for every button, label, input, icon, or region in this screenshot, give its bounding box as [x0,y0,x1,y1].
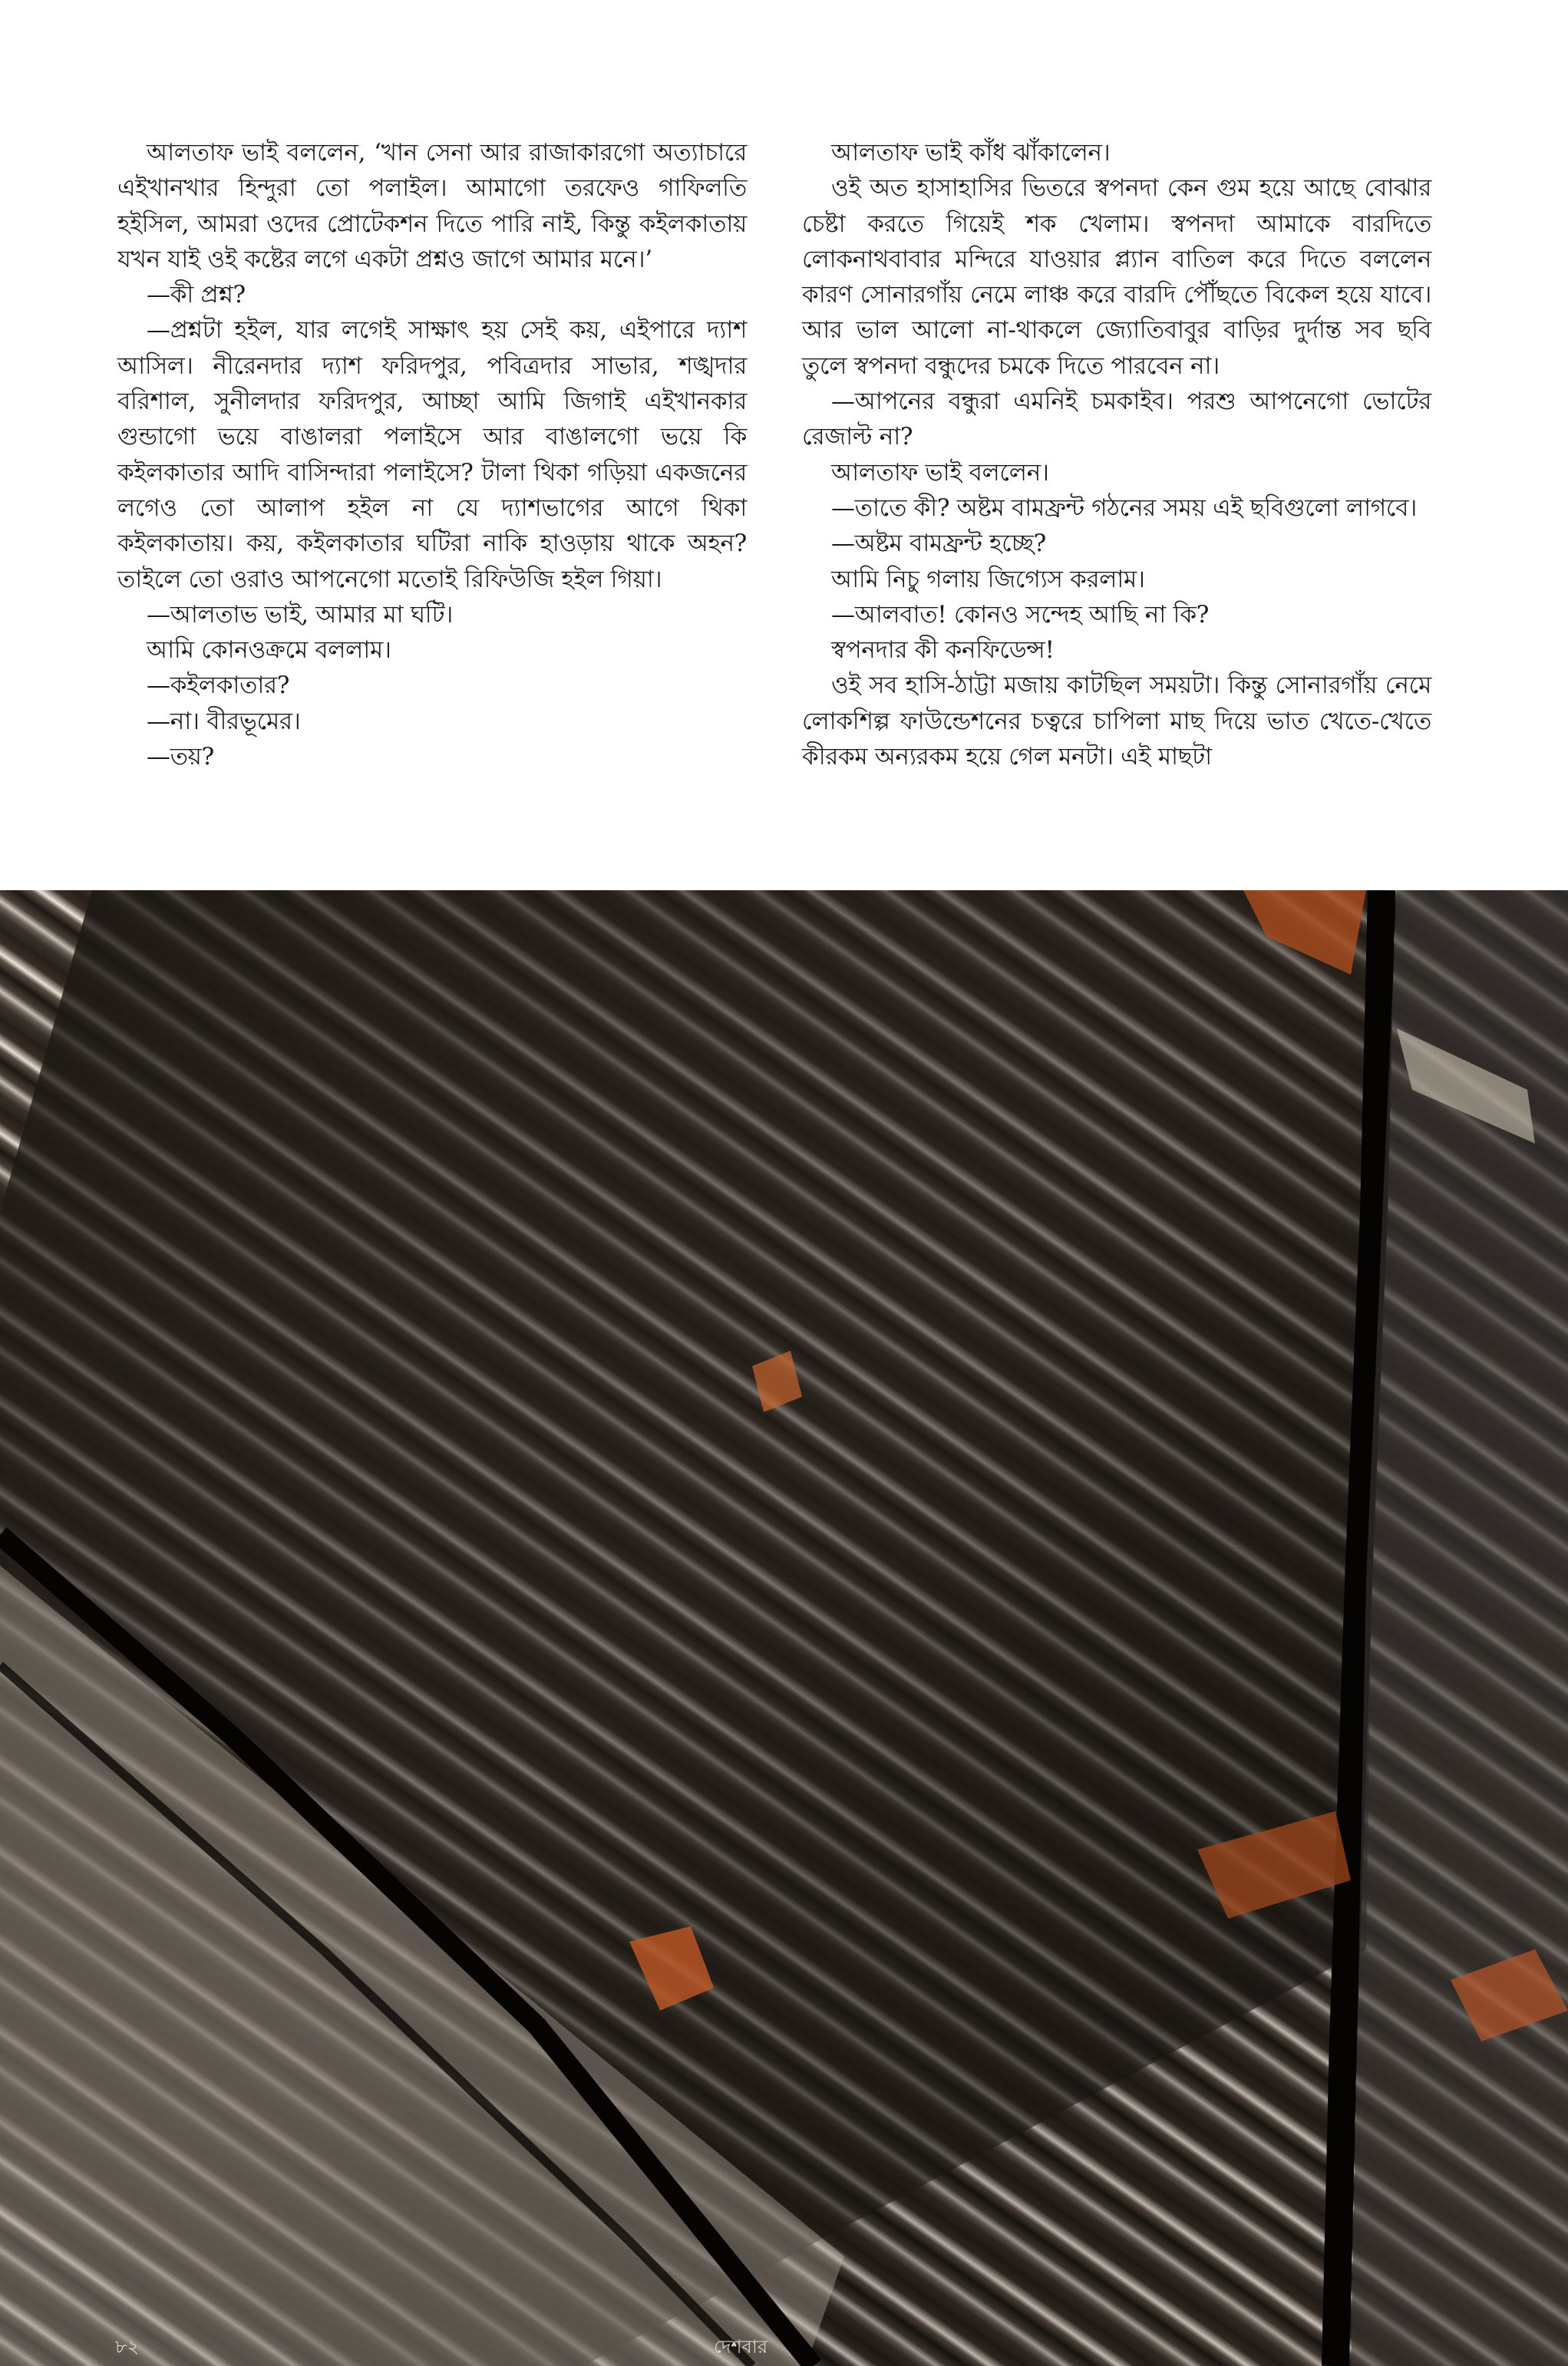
paragraph: স্বপনদার কী কনফিডেন্স! [831,636,1055,665]
paragraph: —আলবাত! কোনও সন্দেহ আছি না কি? [831,600,1210,629]
right-column [802,135,1431,774]
paragraph: আলতাফ ভাই বললেন। [831,458,1049,487]
paragraph: —অষ্টম বামফ্রন্ট হচ্ছে? [831,530,1046,558]
paragraph: —না। বীরভূমের। [147,707,301,735]
magazine-name: দেশবার [714,2336,768,2358]
page-number: ৮২ [115,2336,140,2358]
paragraph: —কইলকাতার? [147,672,290,700]
paragraph: আমি কোনওক্রমে বললাম। [147,636,391,665]
paragraph: —আলতাভ ভাই, আমার মা ঘটি। [147,600,454,629]
paragraph: আলতাফ ভাই বললেন, ‘খান সেনা আর রাজাকারগো অত্যাচারে এইখানখার হিন্দুরা তো পলাইল। আমাগো তরফেও গাফিলতি হইসিল, আমরা ওদের প্রোটেকশন দিতে পারি নাই, কিন্তু কইলকাতায় যখন যাই ওই কষ্টের লগে একটা প্রশ্নও জাগে আমার মনে।’ [117,139,747,273]
paragraph: —তয়? [147,743,214,771]
paragraph: —তাতে কী? অষ্টম বামফ্রন্ট গঠনের সময় এই ছবিগুলো লাগবে। [831,493,1418,522]
photo-overlay [0,890,1568,2366]
paragraph: —প্রশ্নটা হইল, যার লগেই সাক্ষাৎ হয় সেই কয়, এইপারে দ্যাশ আসিল। নীরেনদার দ্যাশ ফরিদপুর, পবিত্রদার সাভার, শঙ্খদার বরিশাল, সুনীলদার ফরিদপুর, আচ্ছা আমি জিগাই এইখানকার গুন্ডাগো ভয়ে বাঙালরা পলাইসে আর বাঙালগো ভয়ে কি কইলকাতার আদি বাসিন্দারা পলাইসে? টালা থিকা গড়িয়া একজনের লগেও তো আলাপ হইল না যে দ্যাশভাগের আগে থিকা কইলকাতায়। কয়, কইলকাতার ঘটিরা নাকি হাওড়ায় থাকে অহন? তাইলে তো ওরাও আপনেগো মতোই রিফিউজি হইল গিয়া। [117,316,747,593]
paragraph: ওই অত হাসাহাসির ভিতরে স্বপনদা কেন গুম হয়ে আছে বোঝার চেষ্টা করতে গিয়েই শক খেলাম। স্বপনদা আমাকে বারদিতে লোকনাথবাবার মন্দিরে যাওয়ার প্ল্যান বাতিল করে দিতে বললেন কারণ সোনারগাঁয় নেমে লাঞ্চ করে বারদি পৌঁছতে বিকেল হয়ে যাবে। আর ভাল আলো না-থাকলে জ্যোতিবাবুর বাড়ির দুর্দান্ত সব ছবি তুলে স্বপনদা বন্ধুদের চমকে দিতে পারবেন না। [802,174,1431,380]
paragraph: ওই সব হাসি-ঠাট্টা মজায় কাটছিল সময়টা। কিন্তু সোনারগাঁয় নেমে লোকশিল্প ফাউন্ডেশনের চত্বরে চাপিলা মাছ দিয়ে ভাত খেতে-খেতে কীরকম অন্যরকম হয়ে গেল মনটা। এই মাছটা [802,672,1431,771]
paragraph: —আপনের বন্ধুরা এমনিই চমকাইব। পরশু আপনেগো ভোটের রেজাল্ট না? [802,388,1431,451]
paragraph: আমি নিচু গলায় জিগ্যেস করলাম। [831,565,1145,593]
article-text [0,135,1568,872]
left-column [117,135,747,774]
paragraph: আলতাফ ভাই কাঁধ ঝাঁকালেন। [831,139,1111,167]
paragraph: —কী প্রশ্ন? [147,281,246,309]
wood-texture-photo [0,890,1568,2366]
